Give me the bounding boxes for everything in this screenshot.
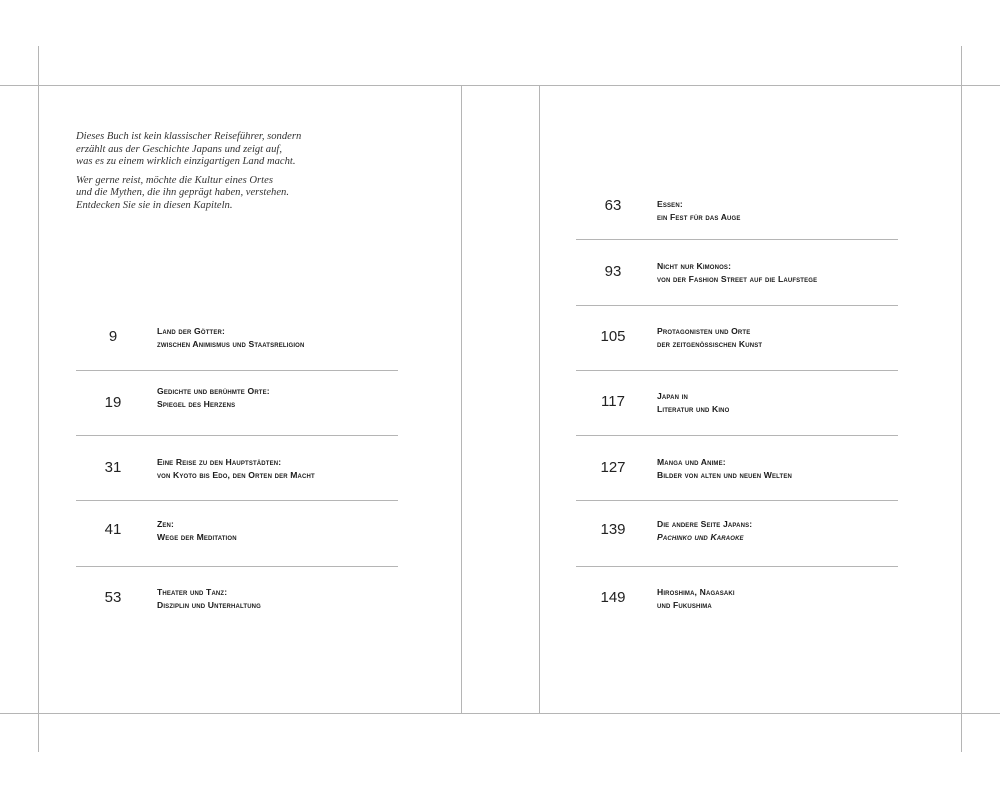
toc-title <box>157 325 397 351</box>
toc-page-number: 53 <box>104 589 122 606</box>
toc-title <box>657 390 897 416</box>
toc-title <box>657 260 897 286</box>
toc-title-line-1: Manga und Anime: <box>657 457 726 467</box>
toc-title-line-1: Land der Götter: <box>157 326 225 336</box>
toc-title <box>157 456 397 482</box>
toc-title-line-1: Hiroshima, Nagasaki <box>657 587 735 597</box>
toc-page-number: 139 <box>600 521 626 538</box>
toc-title-line-2: zwischen Animismus und Staatsreligion <box>157 339 305 349</box>
toc-title-line-1: Theater und Tanz: <box>157 587 228 597</box>
toc-title <box>657 198 897 224</box>
toc-entry[interactable] <box>76 518 398 540</box>
intro-paragraph-1: Dieses Buch ist kein klassischer Reiseführer, sondern erzählt aus der Geschichte Japans und zeigt auf, was es zu einem wirklich einzigartigen Land macht. <box>76 131 302 167</box>
toc-divider <box>576 500 898 501</box>
toc-page-number: 31 <box>104 459 122 476</box>
toc-entry[interactable] <box>576 260 898 282</box>
toc-title <box>657 456 897 482</box>
toc-entry[interactable] <box>76 586 398 608</box>
toc-title-line-2: Disziplin und Unterhaltung <box>157 600 261 610</box>
toc-page-number: 9 <box>108 328 118 345</box>
toc-entry[interactable] <box>576 325 898 347</box>
toc-title-line-2: Wege der Meditation <box>157 532 237 542</box>
toc-entry[interactable] <box>576 390 898 412</box>
toc-title-line-1: Protagonisten und Orte <box>657 326 751 336</box>
toc-title-line-1: Zen: <box>157 519 175 529</box>
toc-divider <box>576 566 898 567</box>
toc-title-line-2: der zeitgenössischen Kunst <box>657 339 763 349</box>
toc-title-line-1: Eine Reise zu den Hauptstädten: <box>157 457 282 467</box>
toc-divider <box>76 370 398 371</box>
toc-page-number: 19 <box>104 394 122 411</box>
toc-title <box>157 385 397 411</box>
toc-entry[interactable] <box>576 586 898 608</box>
toc-entry[interactable] <box>576 198 898 220</box>
toc-title-line-2: ein Fest für das Auge <box>657 212 741 222</box>
toc-page-number: 127 <box>600 459 626 476</box>
toc-title <box>657 518 897 544</box>
toc-title <box>657 325 897 351</box>
toc-title-line-1: Essen: <box>657 199 683 209</box>
toc-title <box>657 586 897 612</box>
toc-title-line-1: Gedichte und berühmte Orte: <box>157 386 270 396</box>
toc-divider <box>76 566 398 567</box>
gutter-line-left <box>461 85 462 713</box>
toc-page-number: 93 <box>604 263 622 280</box>
toc-title-line-1: Nicht nur Kimonos: <box>657 261 732 271</box>
toc-title-line-2: Spiegel des Herzens <box>157 399 236 409</box>
toc-title-line-2: und Fukushima <box>657 600 712 610</box>
toc-entry[interactable] <box>576 518 898 540</box>
toc-entry[interactable] <box>576 456 898 478</box>
gutter-line-right <box>539 85 540 713</box>
toc-divider <box>76 435 398 436</box>
toc-page-number: 117 <box>601 393 625 410</box>
toc-page-number: 63 <box>604 197 622 214</box>
toc-divider <box>576 239 898 240</box>
toc-entry[interactable] <box>76 456 398 478</box>
toc-title <box>157 586 397 612</box>
toc-entry[interactable] <box>76 325 398 347</box>
toc-divider <box>76 500 398 501</box>
toc-title-line-2: Bilder von alten und neuen Welten <box>657 470 792 480</box>
intro-paragraph-2: Wer gerne reist, möchte die Kultur eines Ortes und die Mythen, die ihn geprägt haben, verstehen. Entdecken Sie sie in diesen Kapiteln. <box>76 174 289 211</box>
toc-page-number: 105 <box>600 328 626 345</box>
toc-divider <box>576 305 898 306</box>
toc-divider <box>576 370 898 371</box>
toc-page-number: 149 <box>600 589 626 606</box>
toc-right-column <box>576 0 898 800</box>
crop-line-right <box>961 46 962 752</box>
toc-title <box>157 518 397 544</box>
toc-left-column <box>76 0 398 800</box>
toc-title-line-2: von Kyoto bis Edo, den Orten der Macht <box>157 470 315 480</box>
toc-title-line-1: Japan in <box>657 391 688 401</box>
toc-title-line-2: Pachinko und Karaoke <box>657 532 744 542</box>
crop-line-left <box>38 46 39 752</box>
toc-entry[interactable] <box>76 385 398 411</box>
toc-title-line-2: Literatur und Kino <box>657 404 730 414</box>
toc-divider <box>576 435 898 436</box>
toc-title-line-1: Die andere Seite Japans: <box>657 519 753 529</box>
toc-title-line-2: von der Fashion Street auf die Laufstege <box>657 274 818 284</box>
toc-page-number: 41 <box>104 521 122 538</box>
